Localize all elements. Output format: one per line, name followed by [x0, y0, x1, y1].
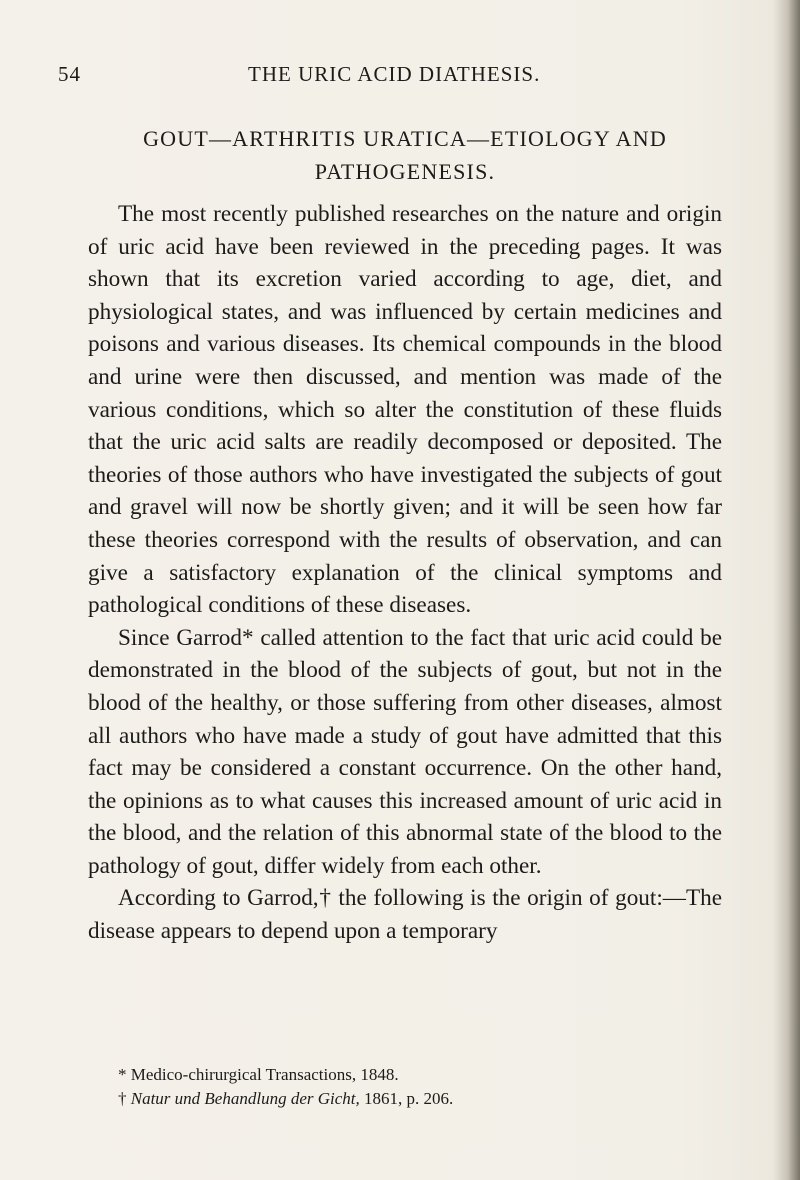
footnote-italic-title: Natur und Behandlung der Gicht, [130, 1089, 360, 1108]
chapter-heading [85, 122, 725, 188]
running-head [58, 62, 728, 92]
page-edge-shadow [772, 0, 800, 1180]
footnotes [88, 1063, 722, 1111]
page-number: 54 [58, 62, 81, 86]
paragraph: According to Garrod,† the following is the origin of gout:—The disease appears to depend upon a temporary [88, 885, 722, 945]
paragraph: The most recently published researches on the nature and origin of uric acid have been reviewed in the preceding pages. It was shown that its excretion varied according to age, diet, and physiological states, and was influenced by certain medicines and poisons and various diseases. Its chemical compounds in the blood and urine were then discussed, and mention was made of the various conditions, which so alter the constitution of these fluids that the uric acid salts are readily decomposed or deposited. The theories of those authors who have investigated the subjects of gout and gravel will now be shortly given; and it will be seen how far these theories correspond with the results of observation, and can give a satisfactory explanation of the clinical symptoms and pathological conditions of these diseases. [88, 201, 722, 619]
footnote-marker: † [118, 1089, 127, 1108]
chapter-heading-line-2: PATHOGENESIS. [314, 159, 496, 184]
paragraph: Since Garrod* called attention to the fact that uric acid could be demonstrated in the blood of the subjects of gout, but not in the blood of the healthy, or those suffering from other diseases, almost all authors who have made a study of gout have admitted that this fact may be considered a constant occurrence. On the other hand, the opinions as to what causes this increased amount of uric acid in the blood, and the relation of this abnormal state of the blood to the pathology of gout, differ widely from each other. [88, 624, 722, 879]
chapter-heading-line-1: GOUT—ARTHRITIS URATICA—ETIOLOGY AND [143, 126, 667, 151]
footnote-text: Medico-chirurgical Transactions, 1848. [130, 1065, 399, 1084]
footnote [88, 1087, 722, 1111]
footnote-text: 1861, p. 206. [364, 1089, 454, 1108]
footnote-marker: * [118, 1065, 127, 1084]
body-text [88, 198, 722, 948]
running-head-title: THE URIC ACID DIATHESIS. [248, 62, 541, 86]
footnote [88, 1063, 722, 1087]
